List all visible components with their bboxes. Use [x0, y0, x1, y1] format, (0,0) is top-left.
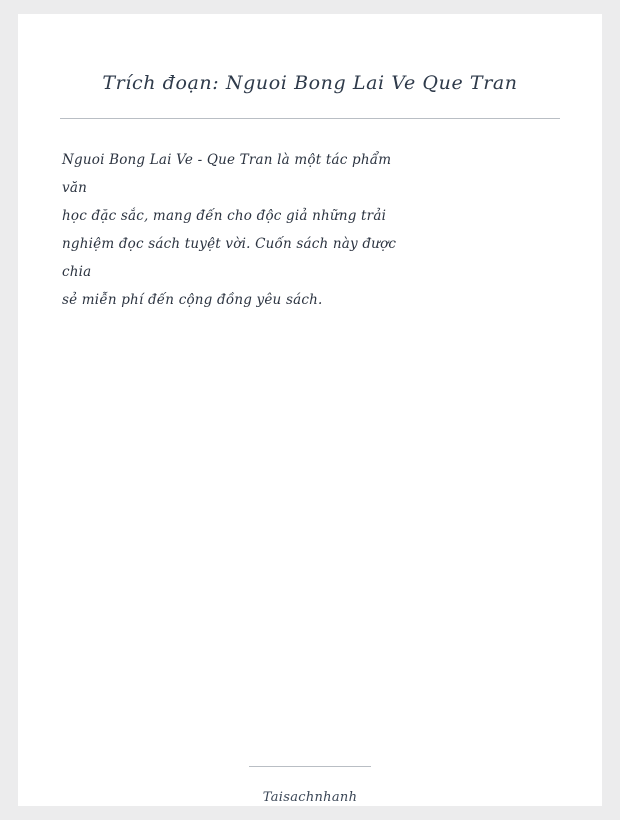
- document-body: [62, 146, 482, 314]
- body-line: nghiệm đọc sách tuyệt vời. Cuốn sách này được: [62, 236, 397, 252]
- page-title: Trích đoạn: Nguoi Bong Lai Ve Que Tran: [102, 72, 518, 94]
- body-line: học đặc sắc, mang đến cho độc giả những trải: [62, 208, 387, 224]
- body-line: chia: [62, 264, 92, 280]
- body-line: văn: [62, 180, 87, 196]
- body-line: Nguoi Bong Lai Ve - Que Tran là một tác phẩm: [62, 152, 392, 168]
- footer-credit: Taisachnhanh: [262, 790, 358, 805]
- document-page: [18, 14, 602, 806]
- title-divider: [60, 118, 560, 119]
- footer-divider: [249, 766, 371, 767]
- body-line: sẻ miễn phí đến cộng đồng yêu sách.: [62, 292, 323, 308]
